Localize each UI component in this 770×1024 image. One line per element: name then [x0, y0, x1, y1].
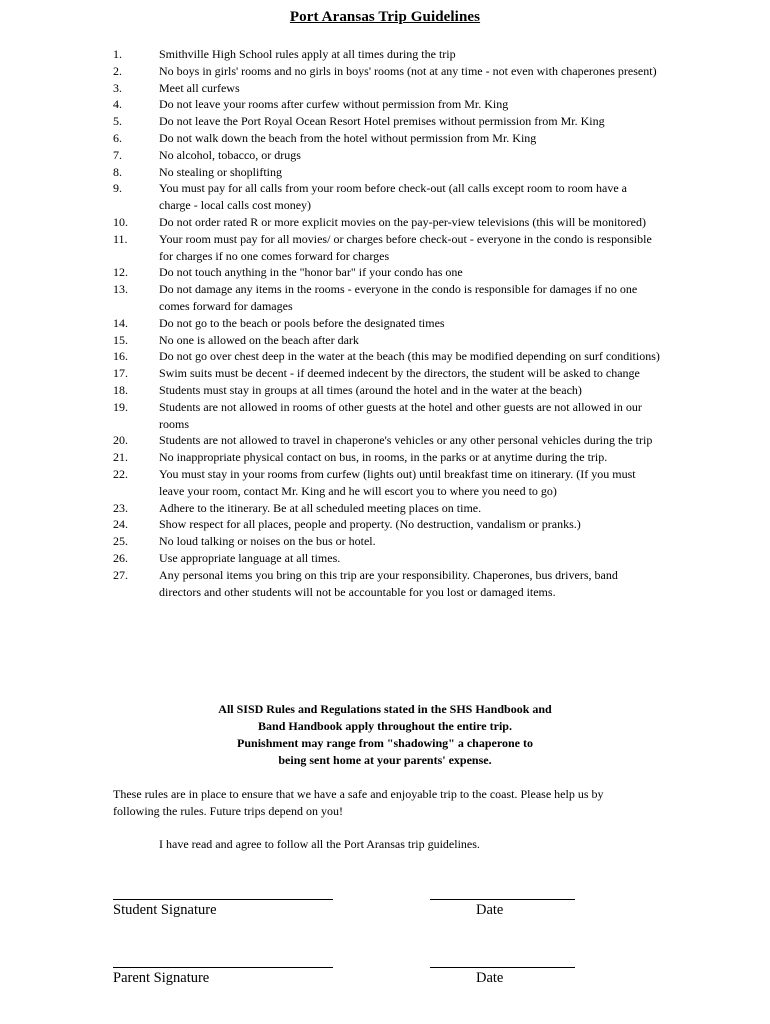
rule-item — [0, 449, 770, 466]
notice-line: All SISD Rules and Regulations stated in the SHS Handbook and — [218, 702, 552, 716]
rule-text: No one is allowed on the beach after dark — [159, 332, 359, 347]
rule-item — [0, 466, 770, 500]
rule-item — [0, 96, 770, 113]
rule-text: Smithville High School rules apply at all times during the trip — [159, 47, 456, 61]
student-date-label: Date — [476, 902, 504, 918]
rule-text: You must stay in your rooms from curfew (lights out) until breakfast time on itinerary. (If you must leave your room, contact Mr. King and he will escort you to where you need to go) — [159, 466, 636, 498]
rule-number: 4. — [113, 97, 122, 112]
rule-item — [0, 516, 770, 533]
rule-text: No stealing or shoplifting — [159, 164, 282, 179]
rule-item — [0, 365, 770, 382]
rule-item — [0, 113, 770, 130]
rule-item — [0, 63, 770, 80]
rule-number: 9. — [113, 181, 122, 196]
rule-item — [0, 180, 770, 214]
rule-number: 3. — [113, 80, 122, 95]
rule-number: 10. — [113, 214, 128, 229]
rule-text: No loud talking or noises on the bus or hotel. — [159, 534, 376, 549]
rule-text: Meet all curfews — [159, 80, 240, 95]
parent-signature-line[interactable] — [113, 967, 333, 968]
document-title: Port Aransas Trip Guidelines — [289, 9, 481, 25]
rule-item — [0, 231, 770, 265]
rule-number: 26. — [113, 550, 128, 565]
parent-signature-label: Parent Signature — [113, 970, 210, 986]
rule-text: Any personal items you bring on this trip are your responsibility. Chaperones, bus drivers, band directors and other students will not be accountable for you lost or damaged items. — [159, 567, 618, 599]
rule-number: 13. — [113, 282, 128, 297]
rule-number: 14. — [113, 315, 128, 330]
rule-number: 1. — [113, 47, 122, 61]
rule-number: 20. — [113, 433, 128, 448]
rule-number: 8. — [113, 164, 122, 179]
rule-number: 18. — [113, 382, 128, 397]
rule-item — [0, 147, 770, 164]
student-signature-label: Student Signature — [113, 902, 217, 918]
rule-item — [0, 533, 770, 550]
rule-number: 6. — [113, 130, 122, 145]
rule-number: 19. — [113, 399, 128, 414]
rule-text: Do not leave the Port Royal Ocean Resort Hotel premises without permission from Mr. King — [159, 114, 605, 129]
rule-number: 11. — [113, 231, 128, 246]
rule-number: 16. — [113, 349, 128, 364]
rule-text: No inappropriate physical contact on bus, in rooms, in the parks or at anytime during the trip. — [159, 450, 608, 465]
rule-item — [0, 500, 770, 517]
rule-item — [0, 348, 770, 365]
rule-text: Do not go to the beach or pools before the designated times — [159, 315, 445, 330]
agreement-statement: I have read and agree to follow all the Port Aransas trip guidelines. — [159, 837, 480, 851]
student-date-line[interactable] — [430, 899, 575, 900]
rule-text: Students are not allowed to travel in chaperone's vehicles or any other personal vehicles during the trip — [159, 433, 653, 448]
rule-text: No alcohol, tobacco, or drugs — [159, 147, 301, 162]
rule-text: No boys in girls' rooms and no girls in boys' rooms (not at any time - not even with chaperones present) — [159, 63, 657, 78]
parent-date-label: Date — [476, 970, 504, 986]
rule-text: Do not go over chest deep in the water at the beach (this may be modified depending on surf conditions) — [159, 349, 660, 364]
notice-line: being sent home at your parents' expense. — [278, 753, 492, 767]
rule-number: 27. — [113, 567, 128, 582]
rule-number: 22. — [113, 466, 128, 481]
rule-item — [0, 399, 770, 433]
rule-item — [0, 281, 770, 315]
rule-item — [0, 382, 770, 399]
rule-number: 17. — [113, 366, 128, 381]
rule-text: Do not order rated R or more explicit movies on the pay-per-view televisions (this will be monitored) — [159, 214, 646, 229]
rule-number: 2. — [113, 63, 122, 78]
rule-item — [0, 46, 770, 63]
notice-line: Punishment may range from "shadowing" a chaperone to — [237, 736, 533, 750]
rule-text: Use appropriate language at all times. — [159, 550, 341, 565]
rule-item — [0, 550, 770, 567]
rule-item — [0, 214, 770, 231]
rule-item — [0, 80, 770, 97]
rule-item — [0, 432, 770, 449]
rule-text: Do not damage any items in the rooms - everyone in the condo is responsible for damages if no one comes forward for damages — [159, 282, 638, 313]
rules-notice — [0, 701, 770, 769]
rule-text: Do not walk down the beach from the hotel without permission from Mr. King — [159, 130, 537, 145]
rule-text: Students are not allowed in rooms of other guests at the hotel and other guests are not allowed in our rooms — [159, 399, 642, 431]
rule-item — [0, 567, 770, 601]
student-signature-line[interactable] — [113, 899, 333, 900]
rule-item — [0, 315, 770, 332]
rule-number: 24. — [113, 517, 128, 532]
rule-text: Adhere to the itinerary. Be at all scheduled meeting places on time. — [159, 500, 482, 515]
rule-text: Show respect for all places, people and property. (No destruction, vandalism or pranks.) — [159, 517, 581, 532]
rule-item — [0, 164, 770, 181]
rule-number: 21. — [113, 450, 128, 465]
closing-paragraph: These rules are in place to ensure that we have a safe and enjoyable trip to the coast. Please help us by following the rules. Future trips depend on you! — [113, 787, 604, 818]
notice-line: Band Handbook apply throughout the entire trip. — [258, 719, 512, 733]
rules-list — [0, 46, 770, 600]
rule-text: Do not touch anything in the "honor bar" if your condo has one — [159, 265, 463, 280]
rule-text: You must pay for all calls from your room before check-out (all calls except room to room have a charge - local calls cost money) — [159, 181, 627, 213]
rule-item — [0, 332, 770, 349]
rule-number: 15. — [113, 332, 128, 347]
parent-date-line[interactable] — [430, 967, 575, 968]
rule-item — [0, 264, 770, 281]
rule-number: 12. — [113, 265, 128, 280]
rule-number: 23. — [113, 500, 128, 515]
rule-number: 7. — [113, 147, 122, 162]
rule-text: Students must stay in groups at all times (around the hotel and in the water at the beach) — [159, 382, 582, 397]
rule-item — [0, 130, 770, 147]
rule-number: 5. — [113, 114, 122, 129]
rule-number: 25. — [113, 534, 128, 549]
rule-text: Your room must pay for all movies/ or charges before check-out - everyone in the condo is responsible for charges if no one comes forward for charges — [159, 231, 652, 263]
rule-text: Swim suits must be decent - if deemed indecent by the directors, the student will be asked to change — [159, 366, 640, 381]
rule-text: Do not leave your rooms after curfew without permission from Mr. King — [159, 97, 509, 112]
